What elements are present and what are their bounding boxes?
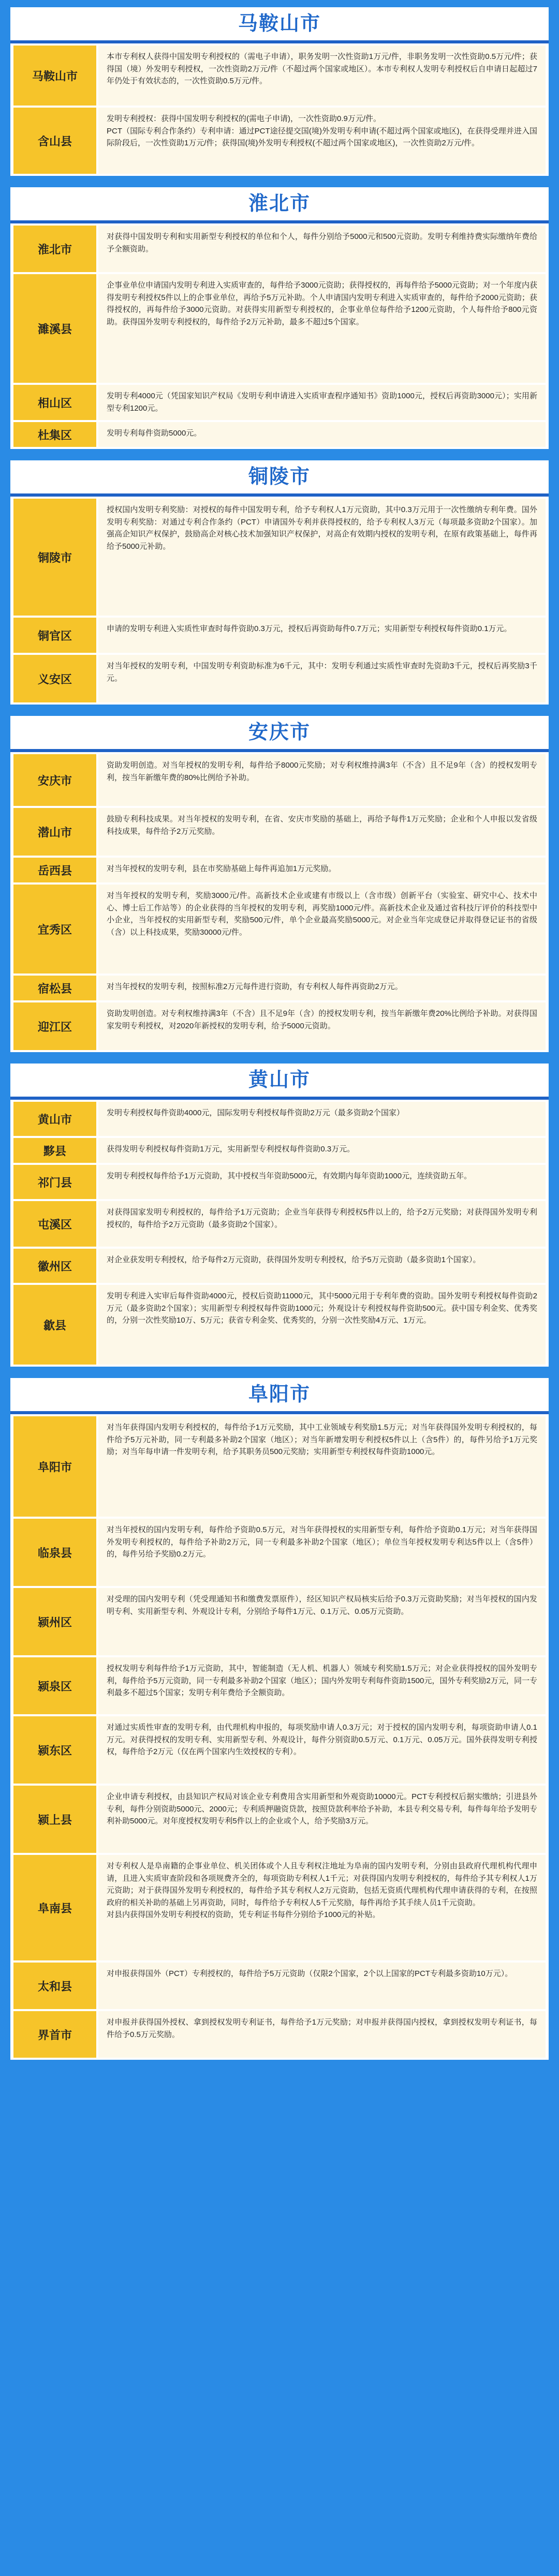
policy-row (13, 1855, 546, 1960)
city-title: 黄山市 (10, 1064, 549, 1100)
policy-text: 鼓励专利科技成果。对当年授权的发明专利，在省、安庆市奖励的基础上，再给予每件1万元奖励；企业和个人申报以发省级科技成果，每件给予2万元奖励。 (98, 808, 546, 856)
city-section (10, 187, 549, 449)
city-section (10, 1064, 549, 1367)
district-label: 太和县 (13, 1963, 96, 2009)
district-label: 颍上县 (13, 1786, 96, 1853)
policy-text: 对当年获得国内发明专利授权的，每件给予1万元奖励，其中工业领域专利奖励1.5万元；对当年获得国外发明专利授权的，每件给予5万元补助，同一专利最多补助2个国家（地区）；对当年新增发明专利授权5件以上（含5件）的，每件另给予1万元奖励；对当年每申请一件发明专利，给予其职务员500元奖励；实用新型专利授权每件资助1000元。 (98, 1416, 546, 1517)
policy-row (13, 1786, 546, 1853)
district-label: 屯溪区 (13, 1201, 96, 1247)
policy-text: 对申报并获得国外授权、拿到授权发明专利证书，每件给予1万元奖励；对申报并获得国内授权，拿到授权发明专利证书，每件给予0.5万元奖励。 (98, 2011, 546, 2058)
policy-row (13, 1963, 546, 2009)
policy-row (13, 2011, 546, 2058)
policy-text: 发明专利每件资助5000元。 (98, 422, 546, 447)
district-label: 黄山市 (13, 1102, 96, 1136)
policy-text: 对当年授权的发明专利，按照标准2万元每件进行资助，有专利权人每件再资助2万元。 (98, 976, 546, 1000)
policy-text: 获得发明专利授权每件资助1万元，实用新型专利授权每件资助0.3万元。 (98, 1138, 546, 1163)
policy-row (13, 385, 546, 420)
district-label: 宜秀区 (13, 885, 96, 974)
policy-text: 发明专利授权：获得中国发明专利授权的(需电子申请)，一次性资助0.9万元/件。 PCT（国际专利合作条约）专利申请：通过PCT途径提交国(境)外发明专利申请(不超过两个国家或地区)，在获得受理并进入国际阶段后，一次性资助1万元/件；获得国(境)外发明专利授权(不超过两个国家或地区)，一次性资助2万元/件。 (98, 108, 546, 174)
district-label: 界首市 (13, 2011, 96, 2058)
district-label: 义安区 (13, 655, 96, 702)
city-title: 铜陵市 (10, 460, 549, 497)
district-label: 颍东区 (13, 1716, 96, 1784)
district-label: 阜阳市 (13, 1416, 96, 1517)
policy-row (13, 976, 546, 1000)
city-title: 阜阳市 (10, 1378, 549, 1414)
policy-row (13, 1285, 546, 1365)
policy-text: 发明专利进入实审后每件资助4000元，授权后资助11000元，其中5000元用于专利年费的资助。国外发明专利授权每件资助2万元（最多资助2个国家）；实用新型专利授权每件资助1000元；外观设计专利授权每件资助500元。获中国专利金奖、优秀奖的，分别一次性奖励10万、5万元；获省专利金奖、优秀奖的，分别一次性奖励4万元、1万元。 (98, 1285, 546, 1365)
district-label: 马鞍山市 (13, 46, 96, 106)
district-label: 相山区 (13, 385, 96, 420)
city-section (10, 7, 549, 176)
district-label: 黟县 (13, 1138, 96, 1163)
policy-row (13, 1102, 546, 1136)
city-section (10, 716, 549, 1052)
district-label: 临泉县 (13, 1519, 96, 1586)
policy-row (13, 1416, 546, 1517)
district-label: 岳西县 (13, 858, 96, 882)
policy-text: 对当年授权的发明专利，奖励3000元/件。高新技术企业或建有市级以上（含市级）创新平台（实验室、研究中心、技术中心、博士后工作站等）的企业获得的当年授权的发明专利，再奖励1000元/件。高新技术企业及通过省科技厅评价的科技型中小企业，当年授权的实用新型专利，奖励500元/件，单个企业最高奖励5000元。对企业当年完成登记并取得登记证书的省级（含）以上科技成果，奖励30000元/件。 (98, 885, 546, 974)
policy-row (13, 1657, 546, 1714)
policy-row (13, 226, 546, 272)
policy-row (13, 1138, 546, 1163)
district-label: 铜官区 (13, 618, 96, 653)
policy-row (13, 1249, 546, 1283)
district-label: 祁门县 (13, 1165, 96, 1199)
district-label: 安庆市 (13, 754, 96, 806)
policy-row (13, 1519, 546, 1586)
district-label: 徽州区 (13, 1249, 96, 1283)
district-label: 迎江区 (13, 1002, 96, 1050)
policy-text: 授权国内发明专利奖励：对授权的每件中国发明专利，给予专利权人1万元资助，其中0.3万元用于一次性缴纳专利年费。国外发明专利奖励：对通过专利合作条约（PCT）申请国外专利并获得授权的，给予专利权人3万元（每项最多资助2个国家）。加强高企知识产权保护，鼓励高企对核心技术加强知识产权保护，对高企有效期内授权的发明专利，在原有政策基础上，每件再给予5000元补助。 (98, 499, 546, 616)
policy-text: 对获得国家发明专利授权的，每件给予1万元资助；企业当年获得专利授权5件以上的，给予2万元奖励；对获得国外发明专利授权的，每件给予2万元资助（最多资助2个国家）。 (98, 1201, 546, 1247)
policy-text: 企业申请专利授权，由县知识产权局对该企业专利费用含实用新型和外观资助10000元。PCT专利授权后据实缴纳；引进县外专利，每件分别资助5000元、2000元；专利质押融资贷款，按照贷款利率给予补助，本县专利交易专利，每件每年给予发明专利补助5000元。对年度授权发明专利5件以上的企业或个人，给予奖励3万元。 (98, 1786, 546, 1853)
city-section (10, 1378, 549, 2060)
policy-row (13, 1588, 546, 1655)
district-label: 淮北市 (13, 226, 96, 272)
policy-text: 资助发明创造。对当年授权的发明专利，每件给予8000元奖励；对专利权维持满3年（不含）且不足9年（含）的授权发明专利，按当年新缴年费的80%比例给予补助。 (98, 754, 546, 806)
district-label: 歙县 (13, 1285, 96, 1365)
city-section (10, 460, 549, 705)
policy-row (13, 46, 546, 106)
policy-text: 授权发明专利每件给予1万元资助，其中，智能制造（无人机、机器人）领域专利奖励1.5万元；对企业获得授权的国外发明专利，每件给予5万元资助，同一专利最多补助2个国家（地区）；国内外发明专利每件资助1500元，国外专利奖励2万元，同一专利最多不超过5个国家；发明专利年费给予全额资助。 (98, 1657, 546, 1714)
policy-text: 发明专利授权每件资助4000元，国际发明专利授权每件资助2万元（最多资助2个国家） (98, 1102, 546, 1136)
city-title: 安庆市 (10, 716, 549, 752)
district-label: 潜山市 (13, 808, 96, 856)
policy-row (13, 808, 546, 856)
policy-row (13, 422, 546, 447)
city-title: 淮北市 (10, 187, 549, 223)
district-label: 颍州区 (13, 1588, 96, 1655)
policy-row (13, 499, 546, 616)
district-label: 铜陵市 (13, 499, 96, 616)
district-label: 宿松县 (13, 976, 96, 1000)
policy-text: 对当年授权的国内发明专利，每件给予资助0.5万元，对当年获得授权的实用新型专利，每件给予资助0.1万元；对当年获得国外发明专利授权的，每件给予补助2万元，同一专利最多补助2个国家（地区）；单位当年授权发明专利达5件以上（含5件）的，每件另给予奖励0.2万元。 (98, 1519, 546, 1586)
policy-text: 企事业单位申请国内发明专利进入实质审查的，每件给予3000元资助；获得授权的，再每件给予5000元资助；对一个年度内获得发明专利授权5件以上的企事业单位，再给予5万元补助。个人申请国内发明专利进入实质审查的，每件给予2000元资助；获得授权的，再每件给予3000元资助。对获得实用新型专利授权的，企事业单位每件给予1200元资助，个人每件给予800元资助。获得国外发明专利授权的，每件给予2万元补助，最多不超过5个国家。 (98, 274, 546, 383)
policy-text: 申请的发明专利进入实质性审查时每件资助0.3万元，授权后再资助每件0.7万元；实用新型专利授权每件资助0.1万元。 (98, 618, 546, 653)
policy-row (13, 1201, 546, 1247)
policy-text: 对通过实质性审查的发明专利，由代理机构申报的，每项奖励申请人0.3万元；对于授权的国内发明专利，每项资助申请人0.1万元。对获得授权的发明专利、实用新型专利、外观设计，每件分别资助0.5万元、0.1万元、0.05万元。国外获得发明专利授权，每件给予2万元（仅在两个国家内生效授权的专利）。 (98, 1716, 546, 1784)
policy-row (13, 1002, 546, 1050)
policy-text: 对受理的国内发明专利（凭受理通知书和缴费发票原件），经区知识产权局核实后给予0.3万元资助奖励；对当年授权的国内发明专利、实用新型专利、外观设计专利，分别给予每件1万元、0.1万元、0.05万元资助。 (98, 1588, 546, 1655)
policy-text: 对企业获发明专利授权，给予每件2万元资助，获得国外发明专利授权，给予5万元资助（最多资助1个国家）。 (98, 1249, 546, 1283)
policy-text: 对获得中国发明专利和实用新型专利授权的单位和个人，每件分别给予5000元和500元资助。发明专利维持费实际缴纳年费给予全额资助。 (98, 226, 546, 272)
policy-row (13, 618, 546, 653)
policy-text: 本市专利权人获得中国发明专利授权的（需电子申请），职务发明一次性资助1万元/件，非职务发明一次性资助0.5万元/件；获得国（境）外发明专利授权，一次性资助2万元/件（不超过两个国家或地区）。本市专利权人发明专利授权后自申请日起超过7年仍处于有效状态的，一次性资助0.5万元/件。 (98, 46, 546, 106)
district-label: 含山县 (13, 108, 96, 174)
policy-row (13, 754, 546, 806)
district-label: 颍泉区 (13, 1657, 96, 1714)
policy-text: 对专利权人是阜南籍的企事业单位、机关团体或个人且专利权注地址为阜南的国内发明专利，分别由县政府代理机构代理申请，且进入实质审查阶段和各项规费齐全的，每项资助专利权人1千元；对获得国内发明专利授权的，每件给予其专利权人1万元资助；对于获得国外发明专利授权的，每件给予其专利权人2万元资助，包括无资质代理机构代理申请获得的专利，在按照政府的相关补助的基础上另再资助，同时，每件给予专利权人5千元奖励，每件再给予其手续人员1千元资助。 对县内获得国外发明专利授权的资助，凭专利证书每件分别给予1000元的补贴。 (98, 1855, 546, 1960)
district-label: 杜集区 (13, 422, 96, 447)
policy-row (13, 1165, 546, 1199)
district-label: 濉溪县 (13, 274, 96, 383)
city-title: 马鞍山市 (10, 7, 549, 43)
policy-text: 对当年授权的发明专利，中国发明专利资助标准为6千元，其中：发明专利通过实质性审查时先资助3千元，授权后再奖励3千元。 (98, 655, 546, 702)
district-label: 阜南县 (13, 1855, 96, 1960)
policy-text: 发明专利4000元（凭国家知识产权局《发明专利申请进入实质审查程序通知书》资助1000元，授权后再资助3000元）；实用新型专利1200元。 (98, 385, 546, 420)
policy-text: 对当年授权的发明专利，县在市奖励基础上每件再追加1万元奖励。 (98, 858, 546, 882)
policy-row (13, 1716, 546, 1784)
policy-row (13, 858, 546, 882)
policy-text: 发明专利授权每件给予1万元资助，其中授权当年资助5000元，有效期内每年资助1000元，连续资助五年。 (98, 1165, 546, 1199)
policy-text: 资助发明创造。对专利权维持满3年（不含）且不足9年（含）的授权发明专利，按当年新缴年费20%比例给予补助。对获得国家发明专利授权，对2020年新授权的发明专利，给予5000元资助。 (98, 1002, 546, 1050)
policy-row (13, 655, 546, 702)
policy-row (13, 274, 546, 383)
policy-row (13, 885, 546, 974)
policy-text: 对申报获得国外（PCT）专利授权的，每件给予5万元资助（仅限2个国家，2个以上国家的PCT专利最多资助10万元）。 (98, 1963, 546, 2009)
policy-row (13, 108, 546, 174)
